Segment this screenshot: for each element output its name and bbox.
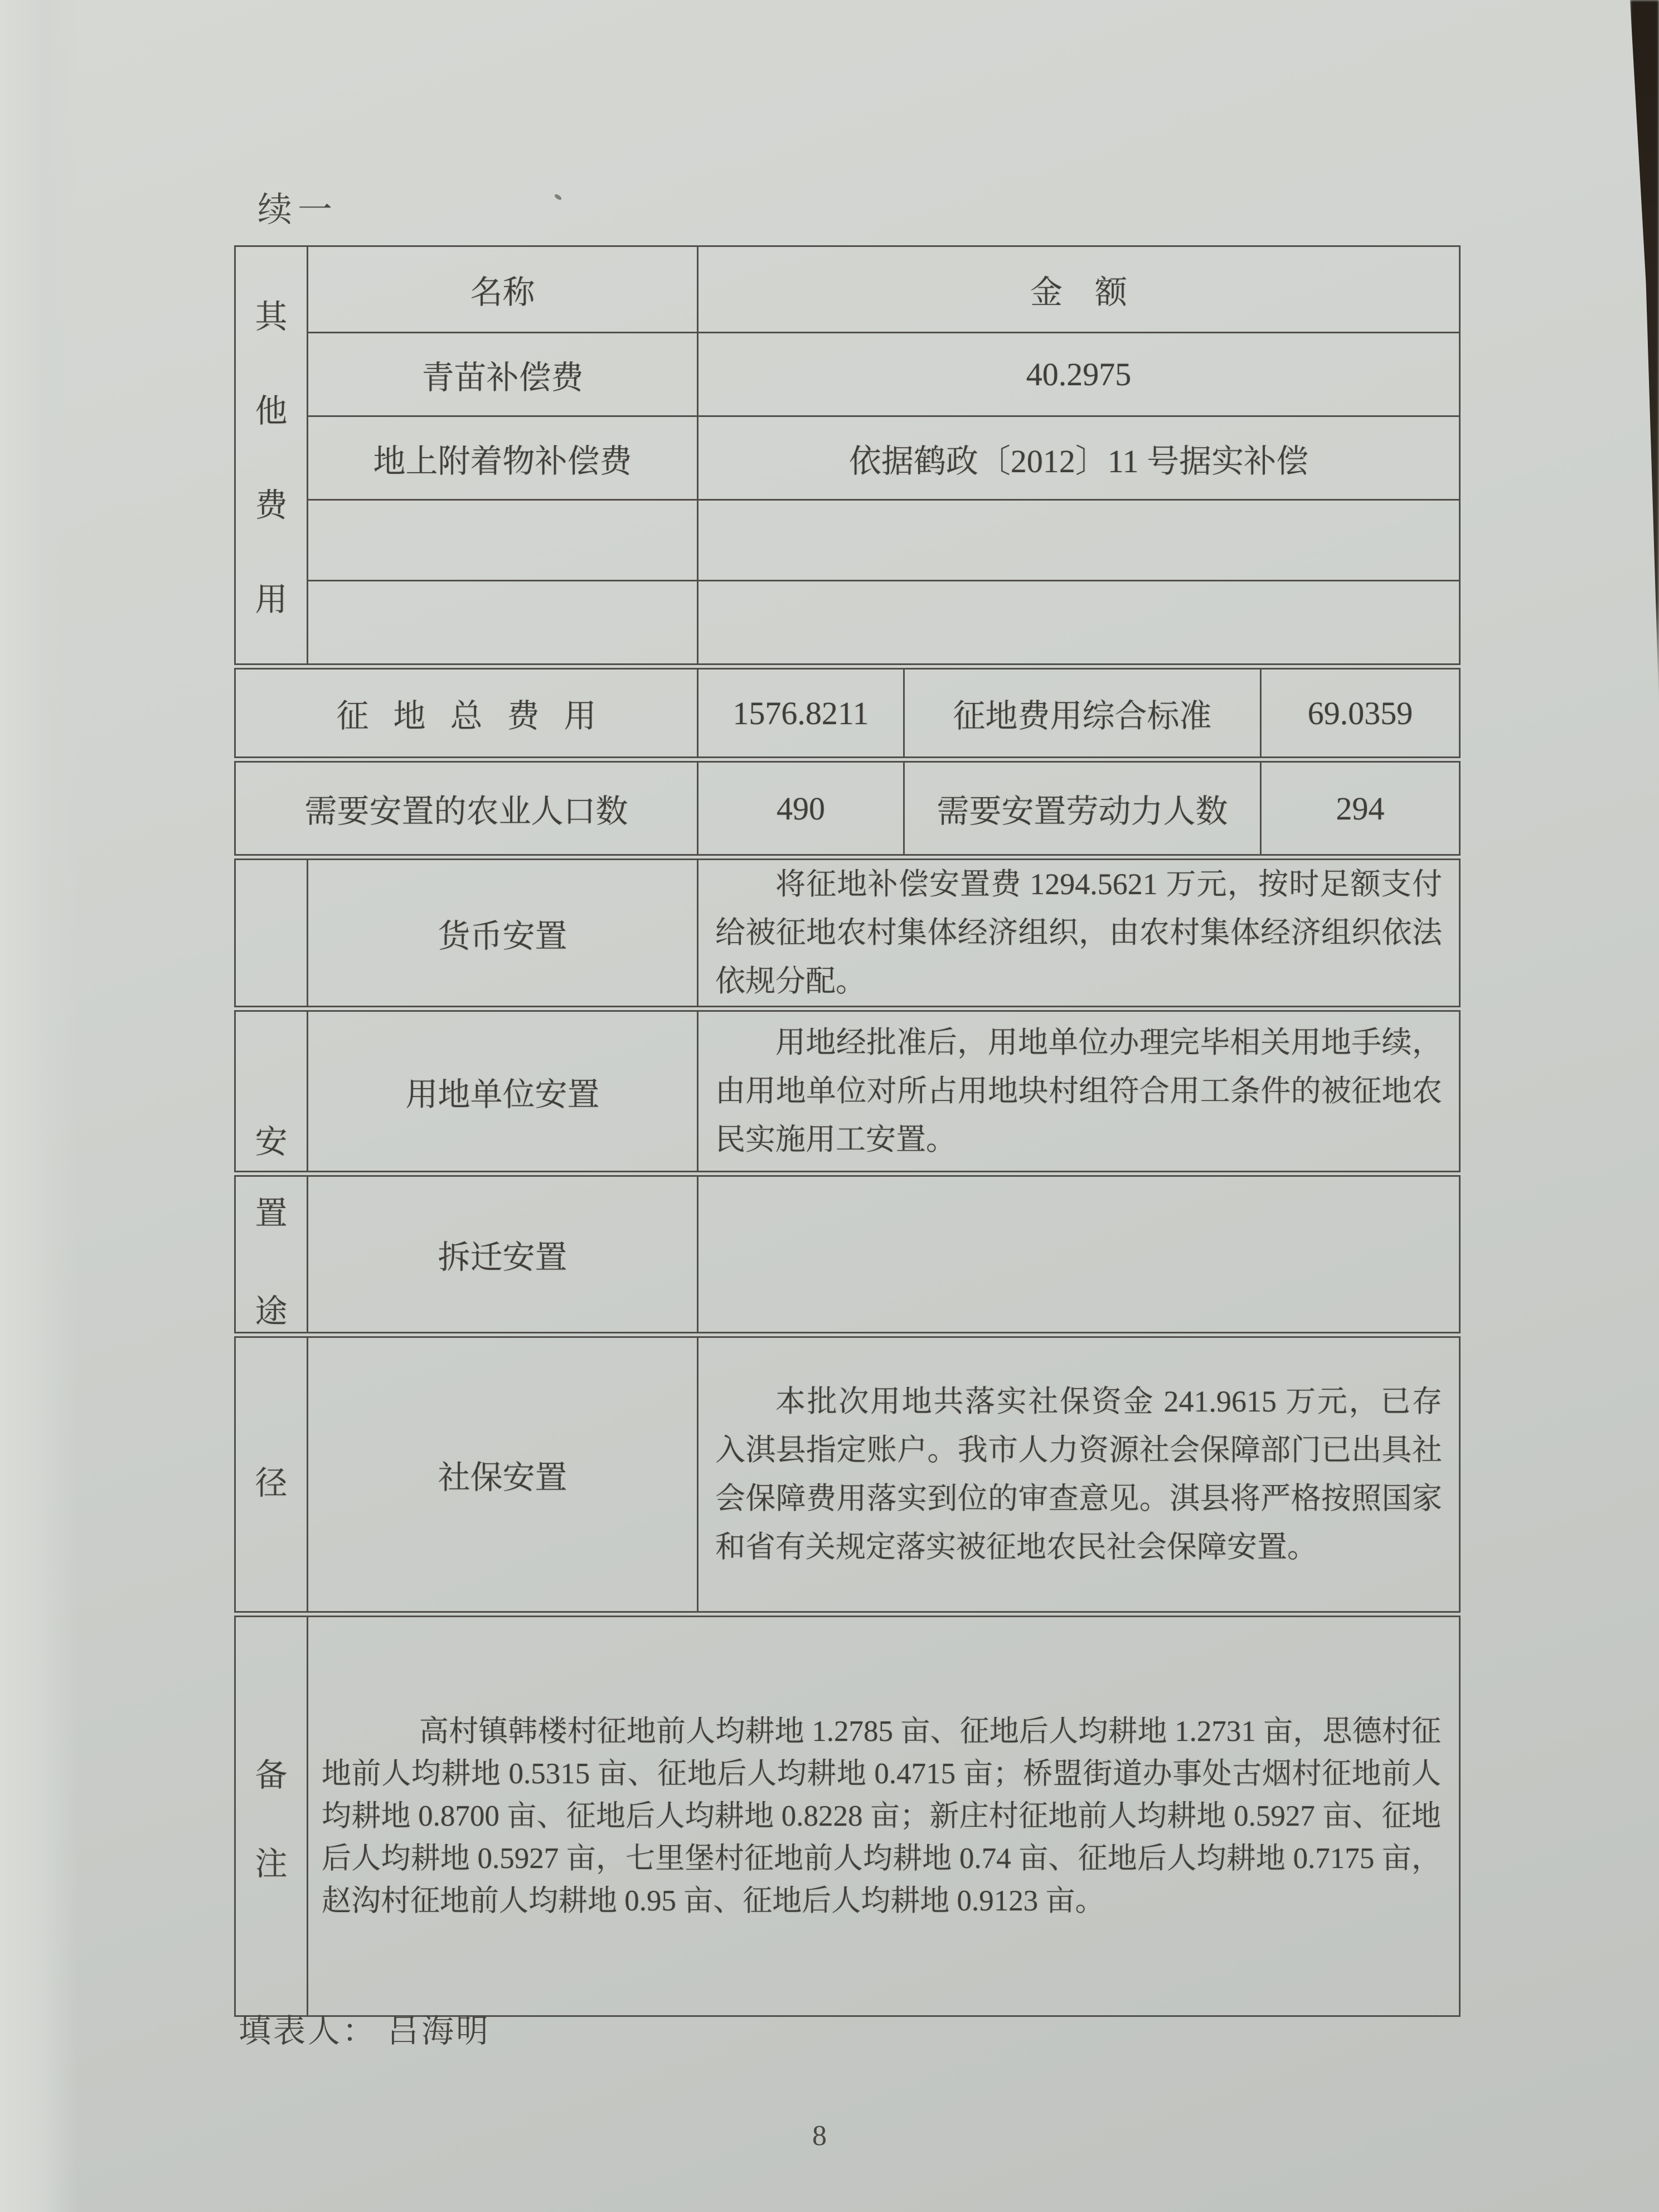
population-row	[234, 761, 1461, 856]
header-char: 用	[255, 581, 288, 618]
resettlement-label: 拆迁安置	[308, 1176, 698, 1333]
compensation-table	[234, 245, 1461, 2017]
paragraph: 本批次用地共落实社保资金 241.9615 万元，已存入淇县指定账户。我市人力资源社会保障部门已出具社会保障费用落实到位的审查意见。淇县将严格按照国家和省有关规定落实被征地农民社会保障安置。	[715, 1385, 1442, 1564]
resettlement-side-cell	[235, 1011, 308, 1172]
table-row	[235, 1337, 1460, 1612]
table-row	[235, 762, 1460, 855]
header-char: 他	[255, 393, 288, 429]
header-char: 其	[255, 299, 288, 335]
resettlement-label: 货币安置	[308, 860, 698, 1007]
table-row	[235, 1617, 1460, 2016]
table-row	[235, 246, 1460, 333]
other-fees-table	[234, 245, 1461, 665]
table-row	[235, 500, 1460, 581]
labor-value: 294	[1261, 762, 1460, 855]
form-filler-label: 填表人：	[239, 2013, 377, 2049]
paper-speck	[554, 193, 562, 201]
paragraph: 用地经批准后，用地单位办理完毕相关用地手续，由用地单位对所占用地块村组符合用工条件的被征地农民实施用工安置。	[715, 1026, 1442, 1156]
fee-name-cell: 地上附着物补偿费	[308, 416, 698, 500]
fee-name-cell	[308, 581, 698, 664]
total-fee-value: 1576.8211	[698, 669, 904, 758]
header-char: 置	[255, 1195, 288, 1231]
agri-pop-value: 490	[698, 762, 904, 855]
standard-value: 69.0359	[1261, 669, 1460, 758]
resettlement-content	[698, 1011, 1460, 1172]
resettlement-row-employer	[234, 1010, 1461, 1172]
table-row	[235, 1011, 1460, 1172]
fee-amount-cell: 依据鹤政〔2012〕11 号据实补偿	[698, 416, 1460, 500]
table-row	[235, 416, 1460, 500]
remarks-content	[308, 1617, 1460, 2016]
table-row	[235, 1176, 1460, 1333]
resettlement-content	[698, 1176, 1460, 1333]
remarks-vertical-header	[235, 1617, 308, 2016]
resettlement-label: 社保安置	[308, 1337, 698, 1612]
resettlement-row-currency	[234, 858, 1461, 1007]
header-char: 备	[255, 1757, 288, 1793]
table-row	[235, 669, 1460, 758]
header-char: 注	[255, 1845, 288, 1882]
paragraph: 高村镇韩楼村征地前人均耕地 1.2785 亩、征地后人均耕地 1.2731 亩，思德村征地前人均耕地 0.5315 亩、征地后人均耕地 0.4715 亩；桥盟街道办事处古烟村征地前人均耕地 0.8700 亩、征地后人均耕地 0.8228 亩；新庄村征地前人均耕地 0.5927 亩、征地后人均耕地 0.5927 亩，七里堡村征地前人均耕地 0.74 亩、征地后人均耕地 0.7175 亩，赵沟村征地前人均耕地 0.95 亩、征地后人均耕地 0.9123 亩。	[322, 1715, 1441, 1917]
continuation-label: 续一	[258, 191, 338, 229]
resettlement-side-cell	[235, 1176, 308, 1333]
fee-amount-cell: 40.2975	[698, 333, 1460, 416]
fee-name-cell: 青苗补偿费	[308, 333, 698, 416]
standard-label: 征地费用综合标准	[904, 669, 1261, 758]
resettlement-content	[698, 1337, 1460, 1612]
resettlement-side-cell	[235, 860, 308, 1007]
total-fee-row	[234, 668, 1461, 758]
page-number: 8	[812, 2120, 827, 2152]
header-char: 径	[255, 1465, 288, 1501]
resettlement-content	[698, 860, 1460, 1007]
agri-pop-label: 需要安置的农业人口数	[235, 762, 698, 855]
resettlement-side-cell	[235, 1337, 308, 1612]
table-row	[235, 333, 1460, 416]
paragraph: 将征地补偿安置费 1294.5621 万元，按时足额支付给被征地农村集体经济组织，由农村集体经济组织依法依规分配。	[715, 867, 1442, 998]
header-char: 途	[255, 1293, 288, 1330]
form-filler-name: 吕海明	[387, 2013, 491, 2049]
resettlement-row-relocation	[234, 1175, 1461, 1333]
resettlement-row-social-security	[234, 1336, 1461, 1613]
header-char: 费	[255, 487, 288, 523]
fee-amount-cell	[698, 581, 1460, 664]
remarks-table	[234, 1616, 1461, 2017]
column-header-name: 名称	[308, 246, 698, 333]
total-fee-label: 征地总费用	[235, 669, 698, 758]
labor-label: 需要安置劳动力人数	[904, 762, 1261, 855]
fee-name-cell	[308, 500, 698, 581]
table-row	[235, 860, 1460, 1007]
column-header-amount: 金 额	[698, 246, 1460, 333]
header-char: 安	[255, 1123, 288, 1160]
resettlement-label: 用地单位安置	[308, 1011, 698, 1172]
table-row	[235, 581, 1460, 664]
other-fees-vertical-header	[235, 246, 308, 664]
fee-amount-cell	[698, 500, 1460, 581]
form-filler-line	[239, 2005, 491, 2051]
photo-dark-edge	[1630, 0, 1659, 708]
